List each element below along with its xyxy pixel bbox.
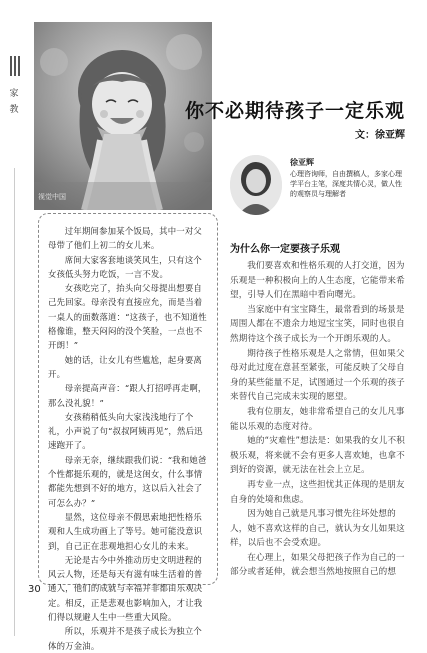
anecdote-box	[38, 213, 218, 651]
page-number: 30	[28, 584, 41, 595]
image-credit: 视觉中国	[38, 193, 66, 201]
section-divider	[14, 168, 15, 636]
anecdote-paragraph: 所以，乐观并不是孩子成长为独立个体的万金油。	[48, 626, 202, 651]
anecdote-paragraph: 女孩稍稍低头向大家浅浅地行了个礼，小声说了句“叔叔阿姨再见”，然后迅速跑开了。	[48, 411, 203, 451]
article-title: 你不必期待孩子一定乐观	[185, 100, 406, 122]
body-paragraph: 再专业一点，这些担忧其正体现的是朋友自身的处境和焦虑。	[230, 479, 405, 505]
body-paragraph: 在心理上，如果父母把孩子作为自己的一部分或者延伸，就会想当然地按照自己的想	[230, 552, 405, 578]
body-paragraph: 我们要喜欢和性格乐观的人打交道，因为乐观是一种积极向上的人生态度，它能带来希望，引导人们在黑暗中看向曙光。	[230, 261, 405, 301]
anecdote-paragraph: 她的话，让女儿有些尴尬，起身要离开。	[48, 354, 202, 379]
anecdote-paragraph: 显然，这位母亲不假思索地把性格乐观和人生成功画上了等号。她可能没意识到，自己正在悲观地担心女儿的未来。	[48, 511, 203, 551]
anecdote-paragraph: 女孩吃完了，抬头向父母提出想要自己先回家。母亲没有直接应允，而是当着一桌人的面数落道：“这孩子，也不知道性格像谁，整天闷闷的没个笑脸，一点也不开朗！”	[48, 283, 207, 351]
section-label: 家教	[9, 89, 19, 115]
author-bio: 心理咨询师，自由撰稿人，多家心理学平台主笔，深度共情心灵，做人性的观察员与理解者	[290, 170, 402, 198]
section-heading: 为什么你一定要孩子乐观	[230, 244, 340, 255]
section-marker-icon	[10, 56, 22, 76]
main-column	[230, 240, 408, 580]
author-name: 徐亚辉	[290, 158, 314, 167]
anecdote-paragraph: 母亲无奈，继续跟我们说：“我和她爸个性都挺乐观的，就是这闺女，什么事情都能先想到不好的地方，这以后入社会了可怎么办？”	[48, 454, 207, 508]
author-info	[230, 155, 400, 215]
body-paragraph: 因为她自己就是凡事习惯先往坏处想的人，她不喜欢这样的自己，就认为女儿如果这样，以后也不会受欢迎。	[230, 509, 405, 549]
anecdote-paragraph: 过年期间参加某个饭局，其中一对父母带了他们上初二的女儿来。	[48, 226, 202, 251]
author-portrait-illustration	[230, 155, 282, 215]
anecdote-paragraph: 无论是古今中外推动历史文明进程的风云人物，还是每天有滋有味生活着的普通人，他们的成就与幸福并非都由乐观决定。相反，正是悲观也影响加入，才让我们得以规避人生中一些重大风险。	[48, 554, 203, 623]
article-byline: 文：徐亚辉	[355, 130, 405, 141]
body-paragraph: 我有位朋友，她非常希望自己的女儿凡事能以乐观的态度对待。	[230, 406, 405, 432]
anecdote-paragraph: 席间大家客套地谈笑风生，只有这个女孩低头努力吃饭，一言不发。	[48, 254, 202, 279]
body-paragraph: 她的“灾难性”想法是：如果我的女儿不积极乐观，将来就不会有更多人喜欢她，也拿不到好的资源，就无法在社会上立足。	[230, 436, 406, 476]
anecdote-paragraph: 母亲提高声音：“跟人打招呼再走啊，那么没礼貌！”	[48, 383, 207, 408]
body-paragraph: 当家庭中有宝宝降生，最常看到的场景是周围人都在不遗余力地逗宝宝笑，同时也很自然期待这个孩子成长为一个开朗乐观的人。	[230, 304, 405, 344]
author-portrait	[230, 155, 282, 215]
body-paragraph: 期待孩子性格乐观是人之常情，但如果父母对此过度在意甚至紧张，可能反映了父母自身的某些能量不足，试图通过一个乐观的孩子来替代自己完成未实现的愿望。	[230, 348, 405, 403]
